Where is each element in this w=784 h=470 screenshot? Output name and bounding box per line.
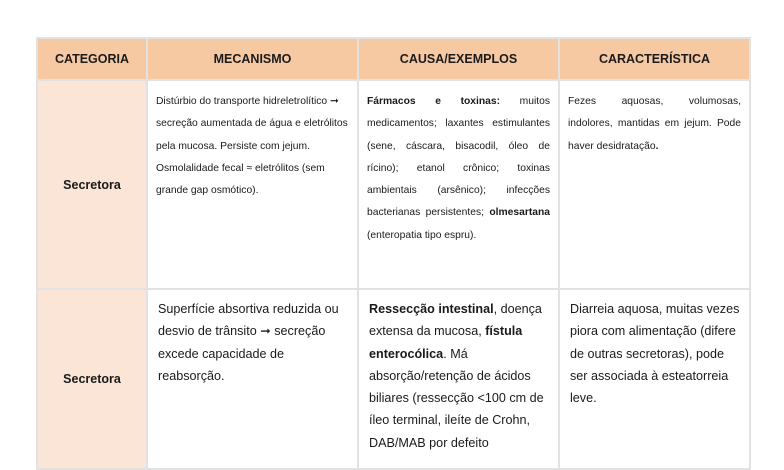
- causa-bold-text: Ressecção intestinal: [369, 302, 494, 316]
- caracteristica-bold-text: .: [655, 140, 659, 152]
- causa-bold-text: Fármacos e toxinas:: [367, 96, 501, 107]
- table-row: [37, 289, 750, 469]
- causa-cell: [358, 80, 559, 289]
- mecanismo-cell: Superfície absortiva reduzida ou desvio de trânsito ➞ secreção excede capacidade de reabsorção.: [147, 289, 358, 469]
- categoria-cell: Secretora: [37, 80, 147, 289]
- header-row: [37, 38, 750, 80]
- header-categoria: CATEGORIA: [37, 38, 147, 80]
- causa-text: . Má absorção/retenção de ácidos biliares (ressecção <100 cm de íleo terminal, ileíte de Crohn, DAB/MAB por defeito: [369, 346, 544, 450]
- header-mecanismo: MECANISMO: [147, 38, 358, 80]
- diarrhea-classification-table: [36, 37, 751, 470]
- causa-bold-text: fístula enterocólica: [369, 324, 523, 361]
- caracteristica-cell: Diarreia aquosa, muitas vezes piora com alimentação (difere de outras secretoras), pode ser associada à esteatorreia leve.: [559, 289, 750, 469]
- mecanismo-cell: Distúrbio do transporte hidreletrolítico ➞ secreção aumentada de água e eletrólitos pela mucosa. Persiste com jejum. Osmolalidade fecal ≈ eletrólitos (sem grande gap osmótico).: [147, 80, 358, 289]
- caracteristica-text: Fezes aquosas, volumosas, indolores, mantidas em jejum. Pode haver desidratação: [568, 96, 741, 152]
- categoria-cell: Secretora: [37, 289, 147, 469]
- causa-bold-text: olmesartana: [489, 207, 550, 219]
- caracteristica-cell: [559, 80, 750, 289]
- table-row: [37, 80, 750, 289]
- causa-text: (enteropatia tipo espru).: [367, 229, 477, 241]
- causa-text: , doença extensa da mucosa,: [369, 302, 542, 339]
- causa-text: muitos medicamentos; laxantes estimulantes (sene, cáscara, bisacodil, óleo de rícino); etanol crônico; toxinas ambientais (arsênico); infecções bacterianas persistentes;: [367, 96, 550, 219]
- header-causa-exemplos: CAUSA/EXEMPLOS: [358, 38, 559, 80]
- header-caracteristica: CARACTERÍSTICA: [559, 38, 750, 80]
- causa-cell: [358, 289, 559, 469]
